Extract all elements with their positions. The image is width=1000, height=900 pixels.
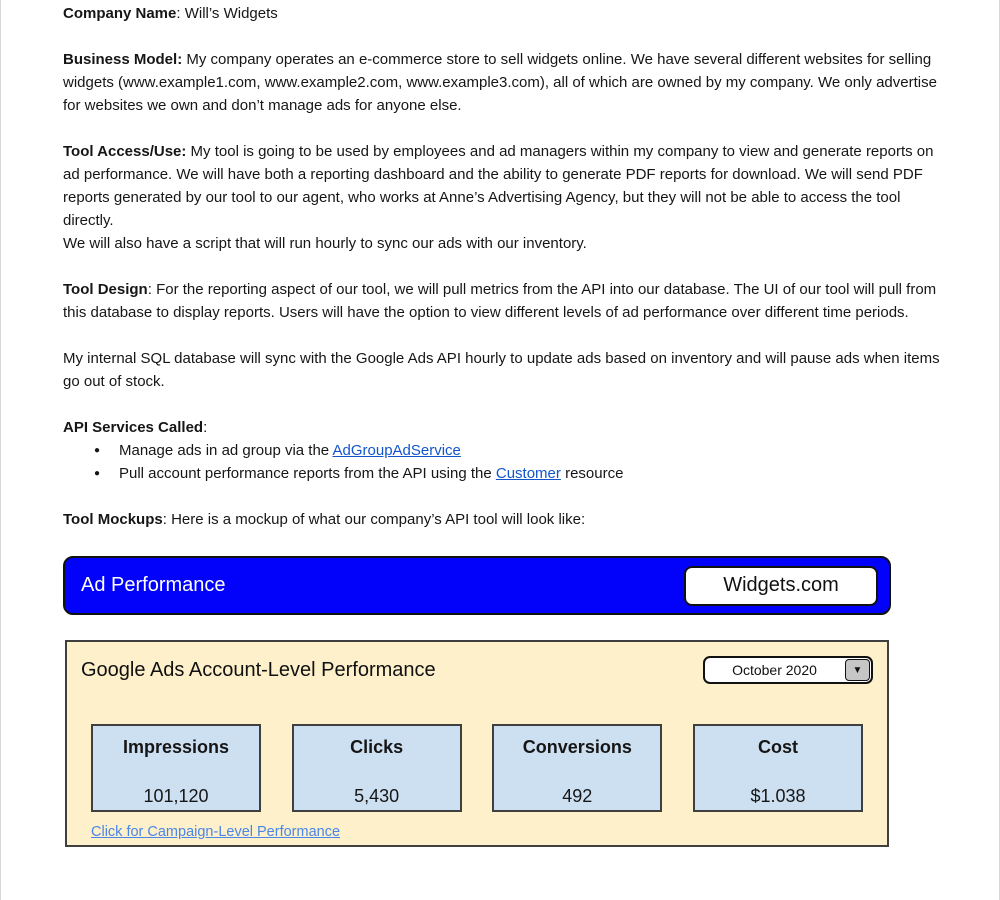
period-dropdown-value: October 2020 — [732, 662, 817, 678]
api-services-colon: : — [203, 419, 208, 436]
tool-access-label: Tool Access/Use: — [63, 143, 187, 160]
panel-header — [67, 656, 887, 684]
bullet-icon: ● — [94, 445, 101, 456]
panel-link-row — [67, 823, 887, 841]
cost-card — [693, 724, 863, 812]
metric-label: Conversions — [522, 737, 632, 757]
sql-sync-paragraph — [63, 347, 943, 393]
company-name-paragraph — [63, 2, 943, 25]
business-model-text: My company operates an e-commerce store to sell widgets online. We have several different websites for selling widgets (www.example1.com, www.example2.com, www.example3.com), all of which are owned by my company. We only advertise for websites we own and don’t manage ads for anyone else. — [63, 51, 937, 114]
bullet-2-text: Pull account performance reports from the API using the — [119, 465, 496, 482]
company-name-label: Company Name — [63, 5, 177, 22]
tool-design-text: : For the reporting aspect of our tool, we will pull metrics from the API into our database. The UI of our tool will pull from this database to display reports. Users will have the option to view different levels of ad performance over different time periods. — [63, 281, 937, 321]
customer-link[interactable]: Customer — [495, 465, 561, 482]
metric-label: Impressions — [122, 737, 230, 757]
widgets-site-button[interactable]: Widgets.com — [684, 566, 878, 606]
metric-value: 5,430 — [354, 786, 400, 806]
bullet-1-text: Manage ads in ad group via the — [119, 442, 333, 459]
company-name-value: : Will’s Widgets — [176, 5, 278, 22]
api-services-list — [63, 439, 943, 485]
impressions-card — [91, 724, 261, 812]
tool-mockups-label: Tool Mockups — [63, 511, 163, 528]
account-performance-panel — [65, 640, 889, 847]
panel-title: Google Ads Account-Level Performance — [81, 659, 436, 681]
metric-value: 101,120 — [143, 786, 209, 806]
list-item — [63, 439, 943, 462]
list-item — [63, 462, 943, 485]
bullet-icon: ● — [94, 468, 101, 479]
chevron-down-icon[interactable]: ▼ — [845, 659, 870, 681]
business-model-paragraph — [63, 48, 943, 117]
api-services-label: API Services Called — [63, 419, 204, 436]
tool-access-text-2: We will also have a script that will run hourly to sync our ads with our inventory. — [63, 235, 587, 252]
period-dropdown[interactable] — [703, 656, 873, 684]
mockup-title: Ad Performance — [81, 574, 226, 596]
tool-design-label: Tool Design — [63, 281, 148, 298]
metric-label: Cost — [757, 737, 798, 757]
clicks-card — [292, 724, 462, 812]
metric-value: 492 — [562, 786, 593, 806]
business-model-label: Business Model: — [63, 51, 183, 68]
tool-access-paragraph — [63, 140, 943, 255]
bullet-2-suffix: resource — [560, 465, 624, 482]
campaign-level-link[interactable]: Click for Campaign-Level Performance — [91, 824, 341, 840]
api-services-heading — [63, 416, 943, 439]
adgroupadservice-link[interactable]: AdGroupAdService — [332, 442, 461, 459]
conversions-card — [492, 724, 662, 812]
tool-access-text: My tool is going to be used by employees and ad managers within my company to view and generate reports on ad performance. We will have both a reporting dashboard and the ability to generate PDF reports for download. We will send PDF reports generated by our tool to our agent, who works at Anne’s Advertising Agency, but they will not be able to access the tool directly. — [63, 143, 934, 229]
tool-mockups-text: : Here is a mockup of what our company’s API tool will look like: — [162, 511, 586, 528]
tool-design-paragraph — [63, 278, 943, 324]
metric-value: $1.038 — [750, 786, 806, 806]
mockup-header-bar — [63, 556, 891, 615]
metric-label: Clicks — [350, 737, 404, 757]
tool-mockups-paragraph — [63, 508, 943, 531]
sql-sync-text: My internal SQL database will sync with the Google Ads API hourly to update ads based on inventory and will pause ads when items go out of stock. — [63, 350, 940, 390]
metric-cards-row — [67, 724, 887, 812]
